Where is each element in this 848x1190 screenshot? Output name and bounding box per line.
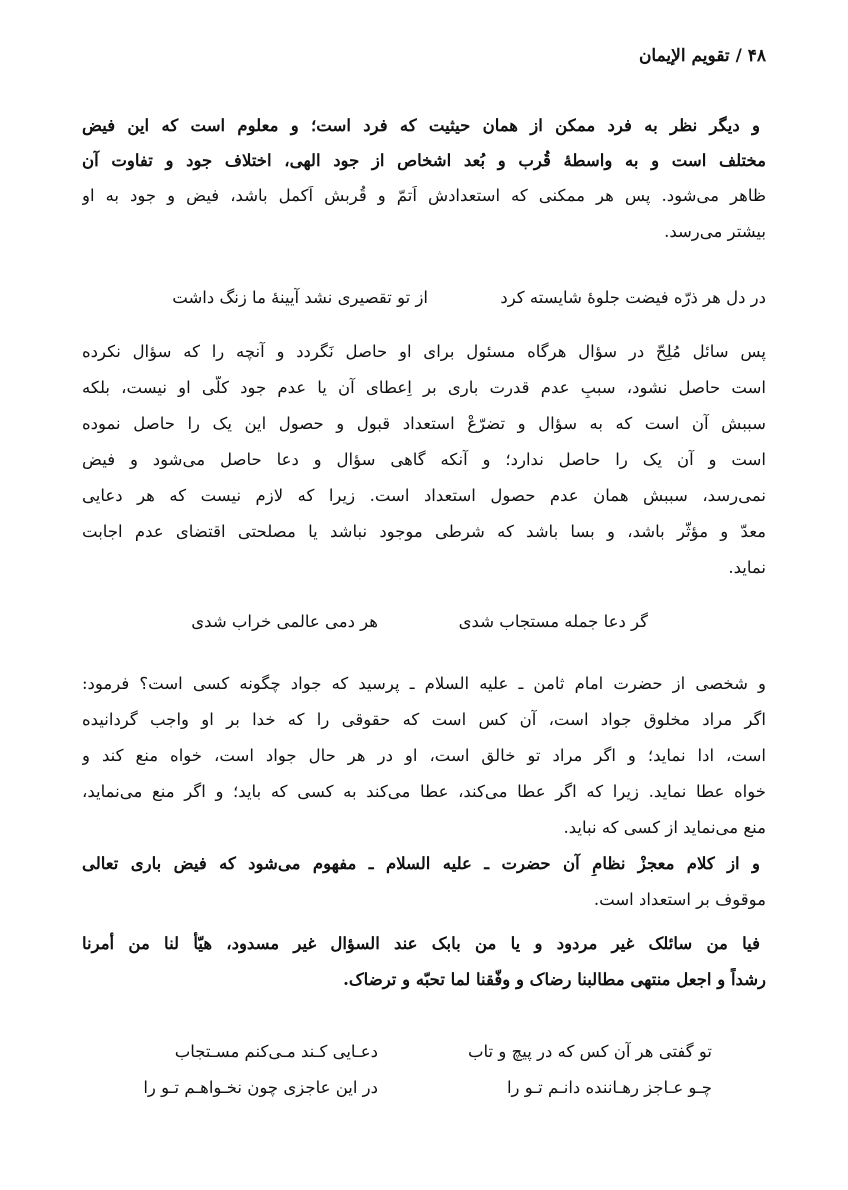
verse2-first-hemistich: گر دعا جمله مستجاب شدی — [458, 612, 648, 631]
verse3-second-hemistich: در این عاجزی چون نخـواهـم تـو را — [143, 1078, 378, 1097]
para5-line: رشداً و اجعل منتهی مطالبنا رضاک و وفّقنا لما تحبّه و ترضاک. — [343, 970, 766, 989]
para1-line: ظاهر می‌شود. پس هر ممکنی که استعدادش اَتمّ و قُربش اَکمل باشد، فیض و جود به او — [82, 186, 766, 205]
para2-line: است حاصل نشود، سببِ عدم قدرت باری بر اِعطای آن یا عدم جود کلّی او نیست، بلکه — [82, 378, 766, 397]
para1-line: بیشتر می‌رسد. — [664, 222, 766, 241]
book-title: تقویم الإیمان — [638, 46, 730, 66]
page-header — [639, 46, 766, 66]
para3-line: و شخصی از حضرت امام ثامن ـ علیه السلام ـ پرسید که جواد چگونه کسی است؟ فرمود: — [82, 674, 766, 693]
para1-line: مختلف است و به واسطهٔ قُرب و بُعد اشخاص از جود الهی، اختلاف جود و تفاوت آن — [82, 151, 766, 170]
verse1-first-hemistich: در دل هر ذرّه فیضت جلوهٔ شایسته کرد — [500, 288, 766, 307]
para3-line: منع می‌نماید از کسی که نباید. — [563, 818, 766, 837]
para3-line: است، ادا نماید؛ و اگر مراد تو خالق است، او در هر حال جواد است، خواه منع کند و — [82, 746, 766, 765]
para4-line: موقوف بر استعداد است. — [593, 890, 766, 909]
para2-line: پس سائل مُلِحّ در سؤال هرگاه مسئول برای او حاصل نَگردد و آنچه را که سؤال نکرده — [82, 342, 766, 361]
header-separator: / — [735, 46, 742, 66]
page-number: ۴۸ — [747, 46, 766, 66]
para2-line: سببش آن است که به سؤال و تضرّعْ استعداد قبول و حصول این یک را حاصل نموده — [82, 414, 766, 433]
para1-line: و دیگر نظر به فرد ممکن از همان حیثیت که فرد است؛ و معلوم است که این فیض — [82, 116, 760, 135]
verse2-second-hemistich: هر دمی عالمی خراب شدی — [191, 612, 378, 631]
para3-line: خواه عطا نماید. زیرا که اگر عطا می‌کند، عطا می‌کند به کسی که باید؛ و اگر منع می‌نماید، — [82, 782, 766, 801]
verse3-second-hemistich: دعـایی کـند مـی‌کنم مسـتجاب — [174, 1042, 378, 1061]
para4-line: و از کلام معجزْ نظامِ آن حضرت ـ علیه السلام ـ مفهوم می‌شود که فیض باری تعالی — [82, 854, 760, 873]
verse3-first-hemistich: چـو عـاجز رهـاننده دانـم تـو را — [506, 1078, 712, 1097]
para2-line: معدّ و مؤثّر باشد، و بسا باشد که شرطی موجود نباشد یا مصلحتی اقتضای عدم اجابت — [82, 522, 766, 541]
para3-line: اگر مراد مخلوق جواد است، آن کس است که حقوقی را که خدا بر او واجب گردانیده — [82, 710, 766, 729]
para2-line: است و آن یک را حاصل ندارد؛ و آنکه گاهی سؤال و دعا حاصل می‌شود و فیض — [82, 450, 766, 469]
para5-line: فیا من سائلک غیر مردود و یا من بابک عند السؤال غیر مسدود، هیّأ لنا من أُمرنا — [82, 934, 760, 953]
verse1-second-hemistich: از تو تقصیری نشد آیینهٔ ما زنگ داشت — [172, 288, 428, 307]
verse3-first-hemistich: تو گفتی هر آن کس که در پیچ و تاب — [467, 1042, 712, 1061]
para2-line: نماید. — [728, 558, 766, 577]
para2-line: نمی‌رسد، سببش همان عدم حصول استعداد است. زیرا که لازم نیست که هر دعایی — [82, 486, 766, 505]
